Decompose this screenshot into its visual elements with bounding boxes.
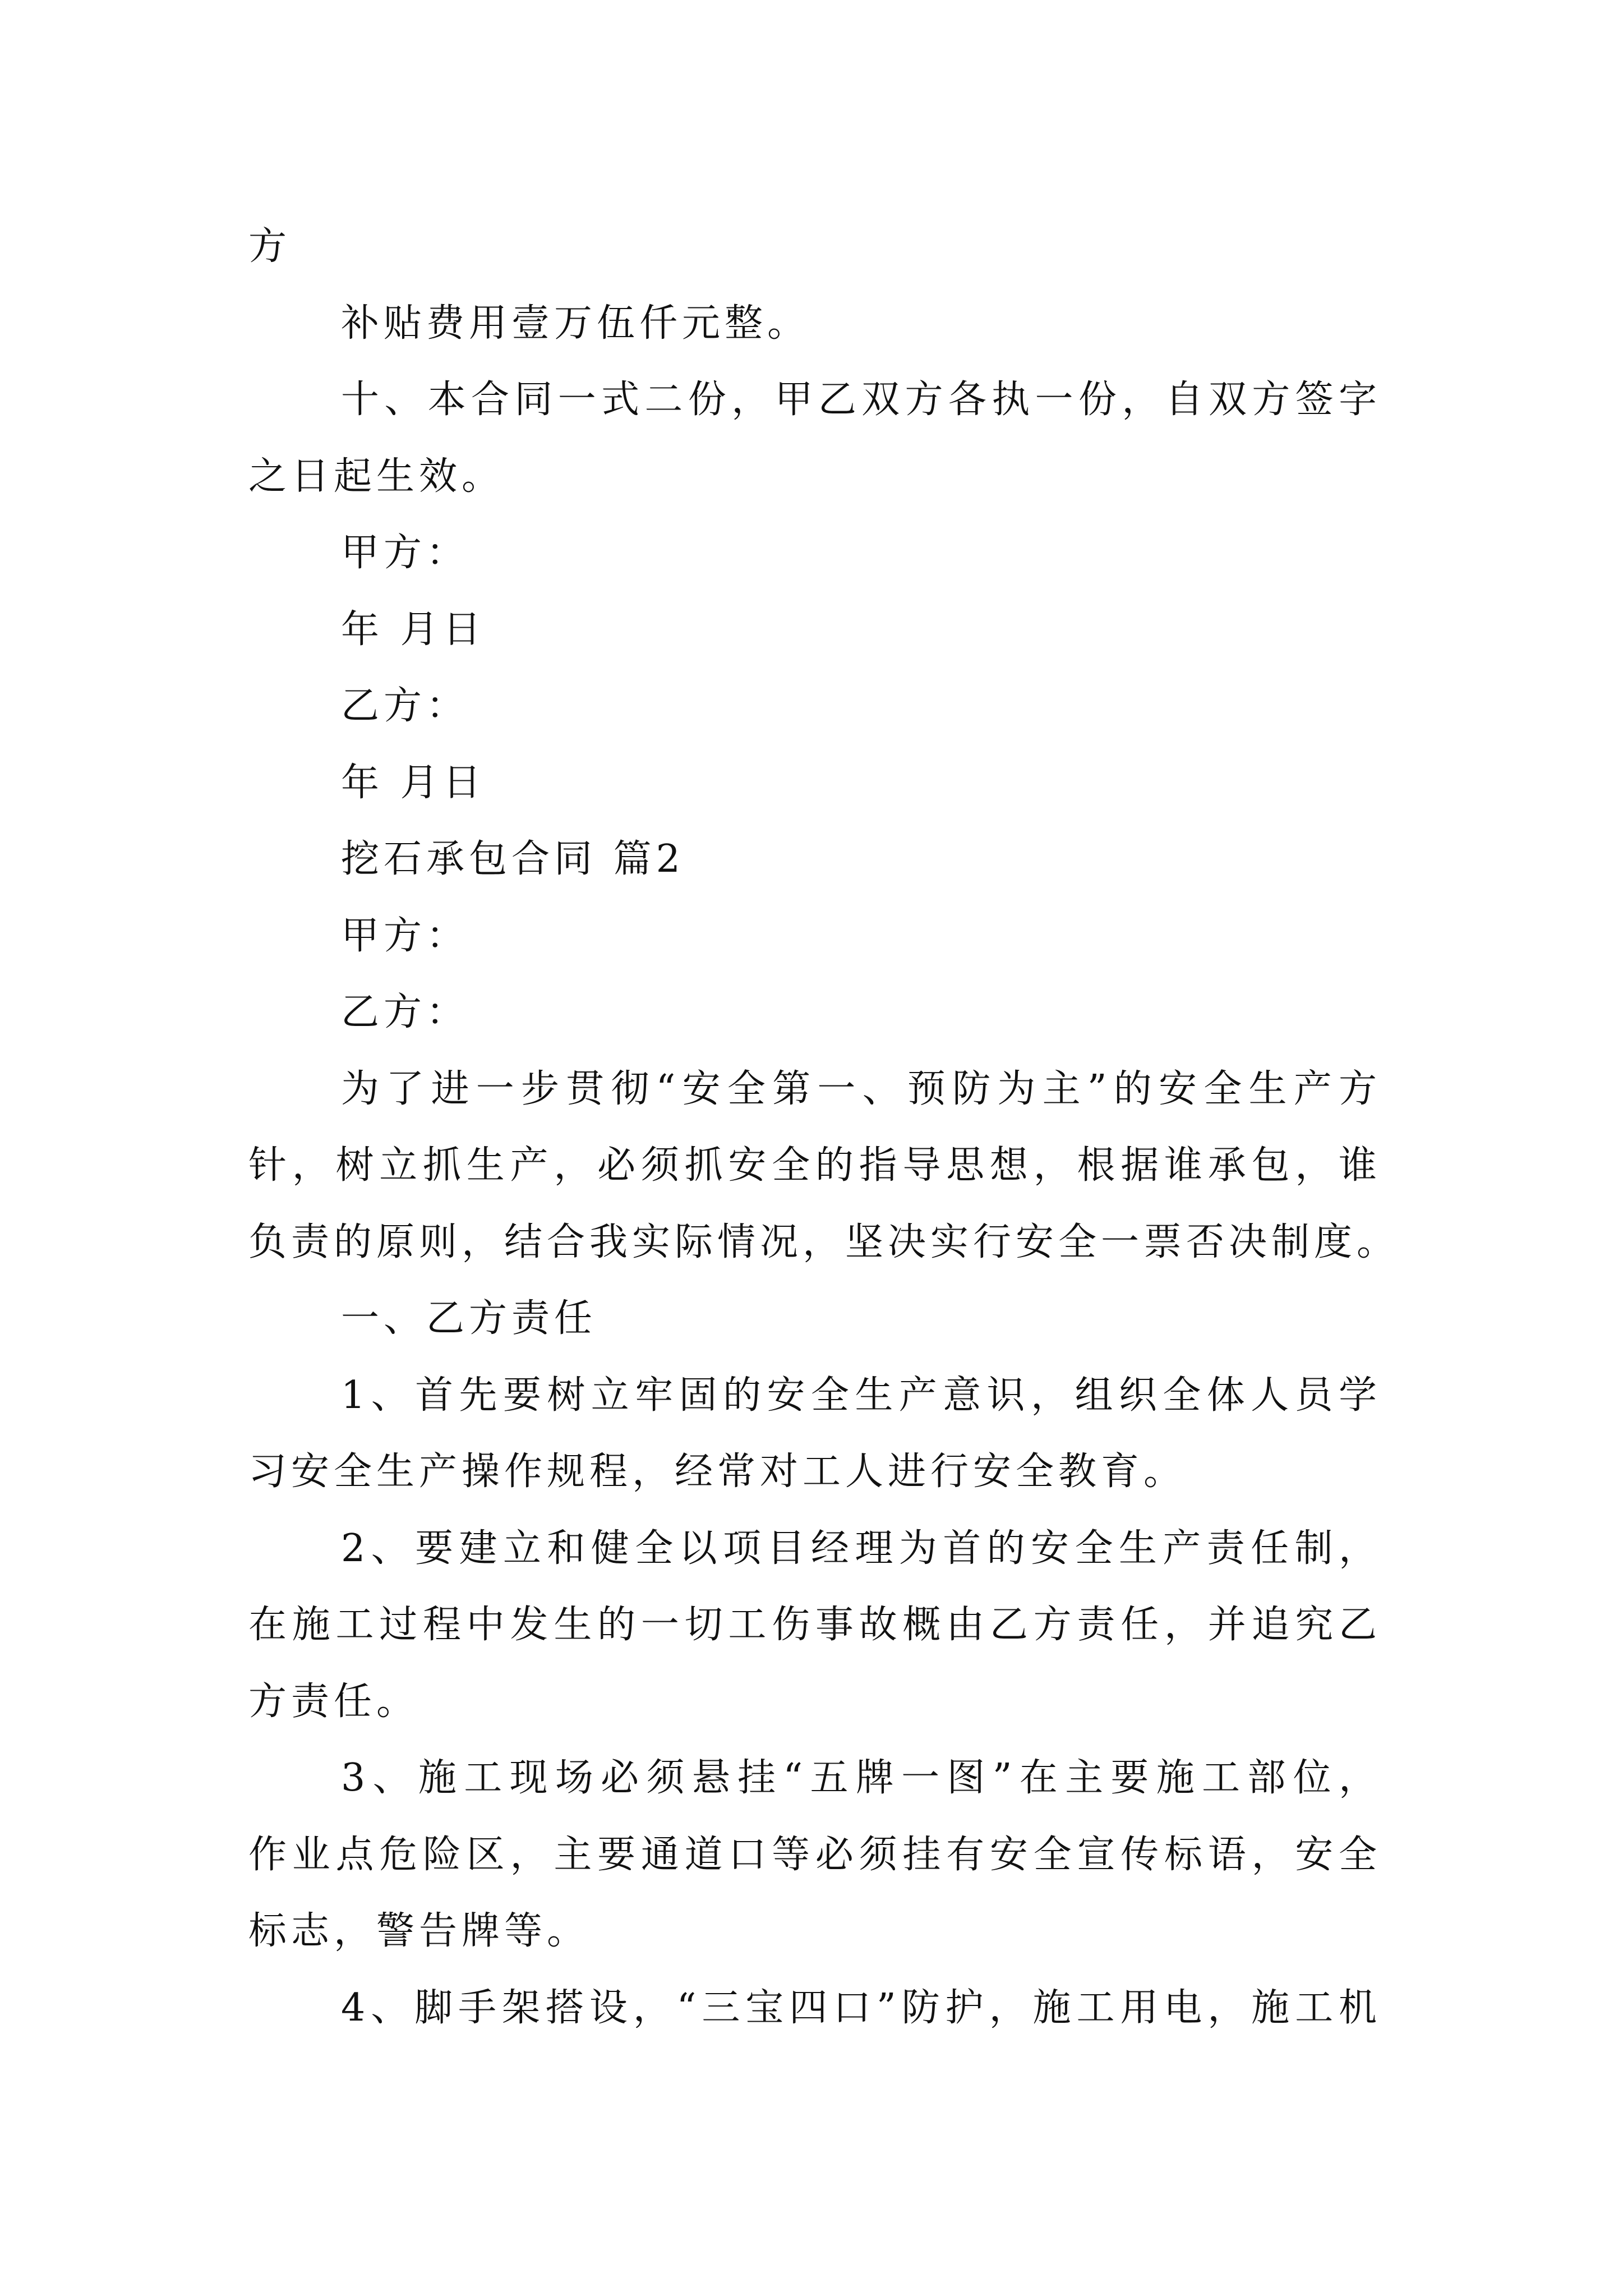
text-line (248, 1970, 1381, 2047)
text-line-content: 作业点危险区，主要通道口等必须挂有安全宣传标语，安全 (248, 1832, 1381, 1877)
text-line (248, 1128, 1381, 1204)
text-line (248, 1511, 1381, 1588)
text-line (248, 1587, 1381, 1664)
text-line-content: 十、本合同一式二份，甲乙双方各执一份，自双方签字 (341, 378, 1381, 422)
text-line-content: 之日起生效。 (248, 454, 505, 499)
text-line-content: 习安全生产操作规程，经常对工人进行安全教育。 (248, 1450, 1187, 1494)
text-line (248, 1893, 1381, 1970)
text-line (248, 209, 1381, 286)
text-line (248, 515, 1381, 592)
text-line (248, 1051, 1381, 1128)
date-placeholder: 年 月日 (341, 760, 486, 805)
text-line (248, 745, 1381, 822)
text-line (248, 1664, 1381, 1741)
text-line (248, 1817, 1381, 1894)
text-line-content: 针，树立抓生产，必须抓安全的指导思想，根据谁承包，谁 (248, 1143, 1381, 1188)
signature-label: 乙方： (341, 684, 469, 728)
text-line-content: 在施工过程中发生的一切工伤事故概由乙方责任，并追究乙 (248, 1603, 1381, 1647)
text-line (248, 898, 1381, 975)
text-line (248, 1740, 1381, 1817)
party-label: 甲方： (341, 913, 469, 958)
party-label: 乙方： (341, 990, 469, 1034)
text-line (248, 1204, 1400, 1281)
text-line-content: 3、施工现场必须悬挂“五牌一图”在主要施工部位， (341, 1756, 1381, 1800)
text-line (248, 1358, 1381, 1434)
text-line-content: 4、脚手架搭设，“三宝四口”防护，施工用电，施工机 (341, 1985, 1381, 2030)
document-body (248, 209, 1400, 2046)
text-line (248, 1281, 1381, 1358)
text-line (248, 668, 1381, 745)
text-line (248, 439, 1381, 516)
signature-label: 甲方： (341, 531, 469, 575)
text-line (248, 362, 1381, 439)
text-line (248, 974, 1381, 1051)
text-line-content: 为了进一步贯彻“安全第一、预防为主”的安全生产方 (341, 1066, 1381, 1111)
text-line-content: 方 (248, 224, 292, 269)
text-line (248, 592, 1381, 669)
text-line-content: 补贴费用壹万伍仟元整。 (341, 301, 810, 346)
clause-heading: 一、乙方责任 (341, 1296, 597, 1341)
section-title-text: 挖石承包合同 篇2 (341, 837, 685, 881)
text-line (248, 1434, 1381, 1511)
date-placeholder: 年 月日 (341, 607, 486, 652)
text-line-content: 负责的原则，结合我实际情况，坚决实行安全一票否决制度。 (248, 1220, 1400, 1264)
text-line (248, 286, 1381, 362)
text-line-content: 1、首先要树立牢固的安全生产意识，组织全体人员学 (341, 1373, 1381, 1418)
text-line-content: 2、要建立和健全以项目经理为首的安全生产责任制， (341, 1526, 1381, 1571)
text-line-content: 方责任。 (248, 1679, 419, 1724)
section-title (248, 821, 1381, 898)
text-line-content: 标志，警告牌等。 (248, 1909, 590, 1953)
